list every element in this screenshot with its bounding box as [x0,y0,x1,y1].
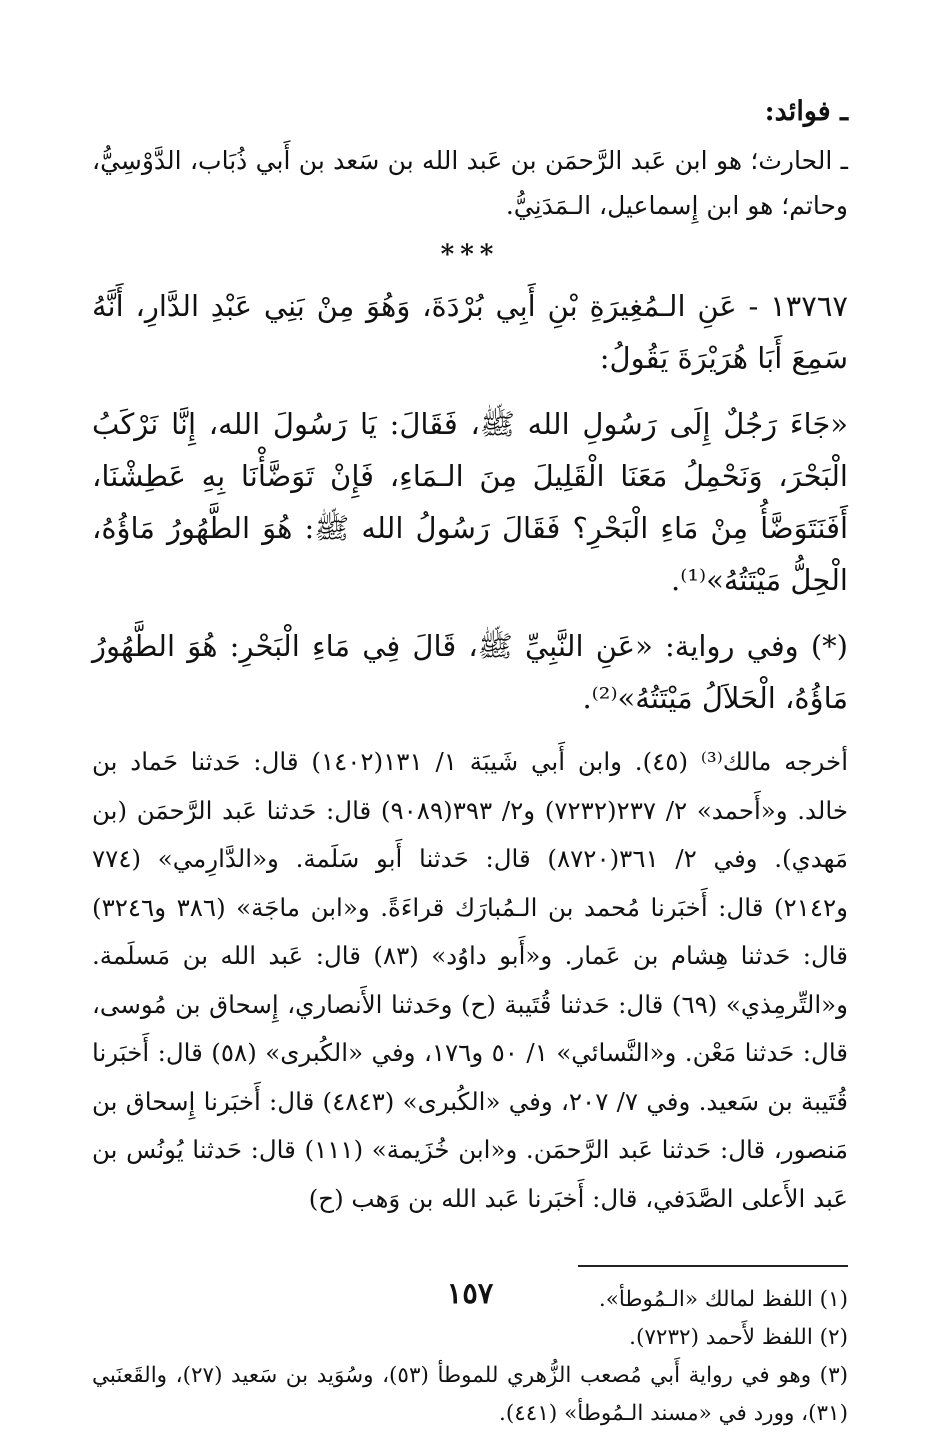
takhrij-paragraph: أخرجه مالك⁽³⁾ (٤٥). وابن أَبي شَيبَة ١/ ١٣١(١٤٠٢) قال: حَدثنا حَماد بن خالد. و«أَحمد» ٢/ ٢٣٧(٧٢٣٢) و٢/ ٣٩٣(٩٠٨٩) قال: حَدثنا عَبد الرَّحمَن (بن مَهدي). وفي ٢/ ٣٦١(٨٧٢٠) قال: حَدثنا أَبو سَلَمة. و«الدَّارِمي» (٧٧٤ و٢١٤٢) قال: أَخبَرنا مُحمد بن الـمُبارَك قراءَةً. و«ابن ماجَة» (٣٨٦ و٣٢٤٦) قال: حَدثنا هِشام بن عَمار. و«أَبو داوُد» (٨٣) قال: عَبد الله بن مَسلَمة. و«التِّرمِذي» (٦٩) قال: حَدثنا قُتَيبة (ح) وحَدثنا الأَنصاري، إِسحاق بن مُوسى، قال: حَدثنا مَعْن. و«النَّسائي» ١/ ٥٠ و١٧٦، وفي «الكُبرى» (٥٨) قال: أَخبَرنا قُتَيبة بن سَعيد. وفي ٧/ ٢٠٧، وفي «الكُبرى» (٤٨٤٣) قال: أَخبَرنا إِسحاق بن مَنصور، قال: حَدثنا عَبد الرَّحمَن. و«ابن خُزَيمة» (١١١) قال: حَدثنا يُونُس بن عَبد الأَعلى الصَّدَفي، قال: أَخبَرنا عَبد الله بن وَهب (ح) [92,747,849,1213]
notes-heading: ـ فوائد: [764,96,848,127]
page-body [92,92,848,1433]
footnote-1: (١) اللفظ لمالك «الـمُوطأ». [598,1287,848,1312]
section-separator: *** [440,240,500,270]
footnote-divider [578,1265,848,1267]
footnote-2: (٢) اللفظ لأَحمد (٧٢٣٢). [629,1325,848,1350]
notes-paragraph: ـ الحارث؛ هو ابن عَبد الرَّحمَن بن عَبد الله بن سَعد بن أَبي ذُبَاب، الدَّوْسِيُّ، وحاتم؛ هو ابن إِسماعيل، الـمَدَنِيُّ. [92,146,848,220]
hadith-isnad: ١٣٧٦٧ - عَنِ الـمُغِيرَةِ بْنِ أَبِي بُرْدَةَ، وَهُوَ مِنْ بَنِي عَبْدِ الدَّارِ، أَنَّهُ سَمِعَ أَبَا هُرَيْرَةَ يَقُولُ: [92,289,848,375]
hadith-riwaya: (*) وفي رواية: «عَنِ النَّبِيِّ ﷺ، قَالَ فِي مَاءِ الْبَحْرِ: هُوَ الطَّهُورُ مَاؤُهُ، الْحَلاَلُ مَيْتَتُهُ»⁽²⁾. [92,629,848,715]
page-number: ١٥٧ [446,1276,494,1310]
footnote-3: (٣) وهو في رواية أَبي مُصعب الزُّهري للموطأ (٥٣)، وسُوَيد بن سَعيد (٢٧)، والقَعنَبي (٣١)، وورد في «مسند الـمُوطأ» (٤٤١). [92,1363,849,1426]
hadith-matn: «جَاءَ رَجُلٌ إِلَى رَسُولِ الله ﷺ، فَقَالَ: يَا رَسُولَ الله، إِنَّا نَرْكَبُ الْبَحْرَ، وَنَحْمِلُ مَعَنَا الْقَلِيلَ مِنَ الـمَاءِ، فَإِنْ تَوَضَّأْنَا بِهِ عَطِشْنَا، أَفَنَتَوَضَّأُ مِنْ مَاءِ الْبَحْرِ؟ فَقَالَ رَسُولُ الله ﷺ: هُوَ الطَّهُورُ مَاؤُهُ، الْحِلُّ مَيْتَتُهُ»⁽¹⁾. [92,407,848,597]
